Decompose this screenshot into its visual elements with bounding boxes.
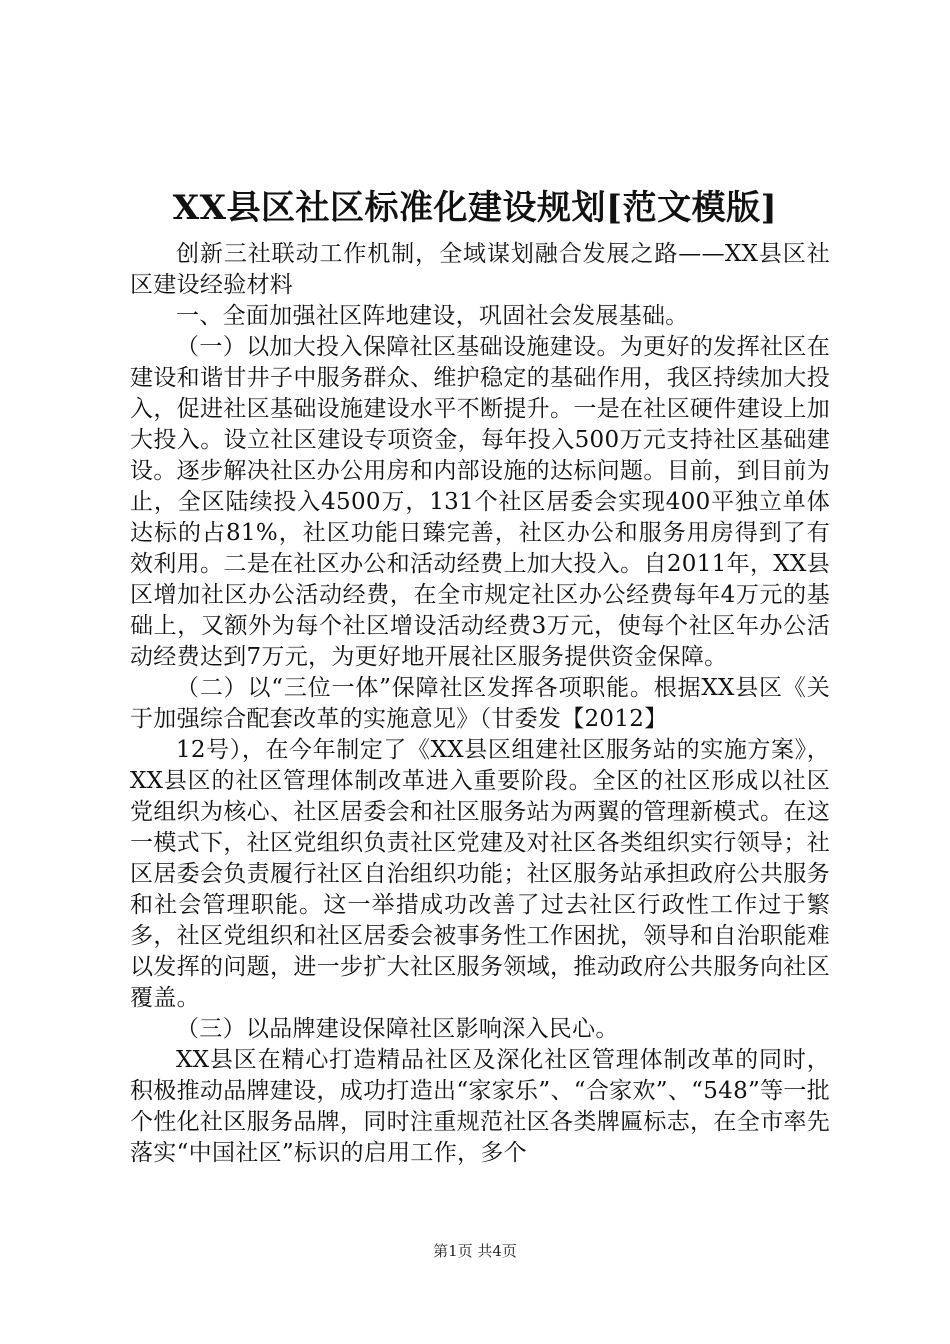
paragraph-part-three-heading: （三）以品牌建设保障社区影响深入民心。 xyxy=(176,1016,619,1042)
page-footer: 第1页 共4页 xyxy=(433,1242,517,1260)
paragraph-part-two: （二）以“三位一体”保障社区发挥各项职能。根据XX县区《关于加强综合配套改革的实施意见》（甘委发【2012】 xyxy=(130,675,830,732)
paragraph-part-two-continued: 12号），在今年制定了《XX县区组建社区服务站的实施方案》，XX县区的社区管理体制改革进入重要阶段。全区的社区形成以社区党组织为核心、社区居委会和社区服务站为两翼的管理新模式。在这一模式下，社区党组织负责社区党建及对社区各类组织实行领导；社区居委会负责履行社区自治组织功能；社区服务站承担政府公共服务和社会管理职能。这一举措成功改善了过去社区行政性工作过于繁多，社区党组织和社区居委会被事务性工作困扰，领导和自治职能难以发挥的问题，进一步扩大社区服务领域，推动政府公共服务向社区覆盖。 xyxy=(130,737,830,1011)
paragraph-section-heading: 一、全面加强社区阵地建设，巩固社会发展基础。 xyxy=(176,303,689,329)
paragraph-intro: 创新三社联动工作机制，全域谋划融合发展之路——XX县区社区建设经验材料 xyxy=(130,241,830,298)
paragraph-part-three: XX县区在精心打造精品社区及深化社区管理体制改革的同时，积极推动品牌建设，成功打造出“家家乐”、“合家欢”、“548”等一批个性化社区服务品牌，同时注重规范社区各类牌匾标志，在全市率先落实“中国社区”标识的启用工作，多个 xyxy=(130,1047,830,1166)
document-body xyxy=(130,239,830,1169)
paragraph-part-one: （一）以加大投入保障社区基础设施建设。为更好的发挥社区在建设和谐甘井子中服务群众、维护稳定的基础作用，我区持续加大投入，促进社区基础设施建设水平不断提升。一是在社区硬件建设上加大投入。设立社区建设专项资金，每年投入500万元支持社区基础建设。逐步解决社区办公用房和内部设施的达标问题。目前，到目前为止，全区陆续投入4500万，131个社区居委会实现400平独立单体达标的占81%，社区功能日臻完善，社区办公和服务用房得到了有效利用。二是在社区办公和活动经费上加大投入。自2011年，XX县区增加社区办公活动经费，在全市规定社区办公经费每年4万元的基础上，又额外为每个社区增设活动经费3万元，使每个社区年办公活动经费达到7万元，为更好地开展社区服务提供资金保障。 xyxy=(130,334,830,670)
document-title: XX县区社区标准化建设规划[范文模版] xyxy=(172,188,778,228)
